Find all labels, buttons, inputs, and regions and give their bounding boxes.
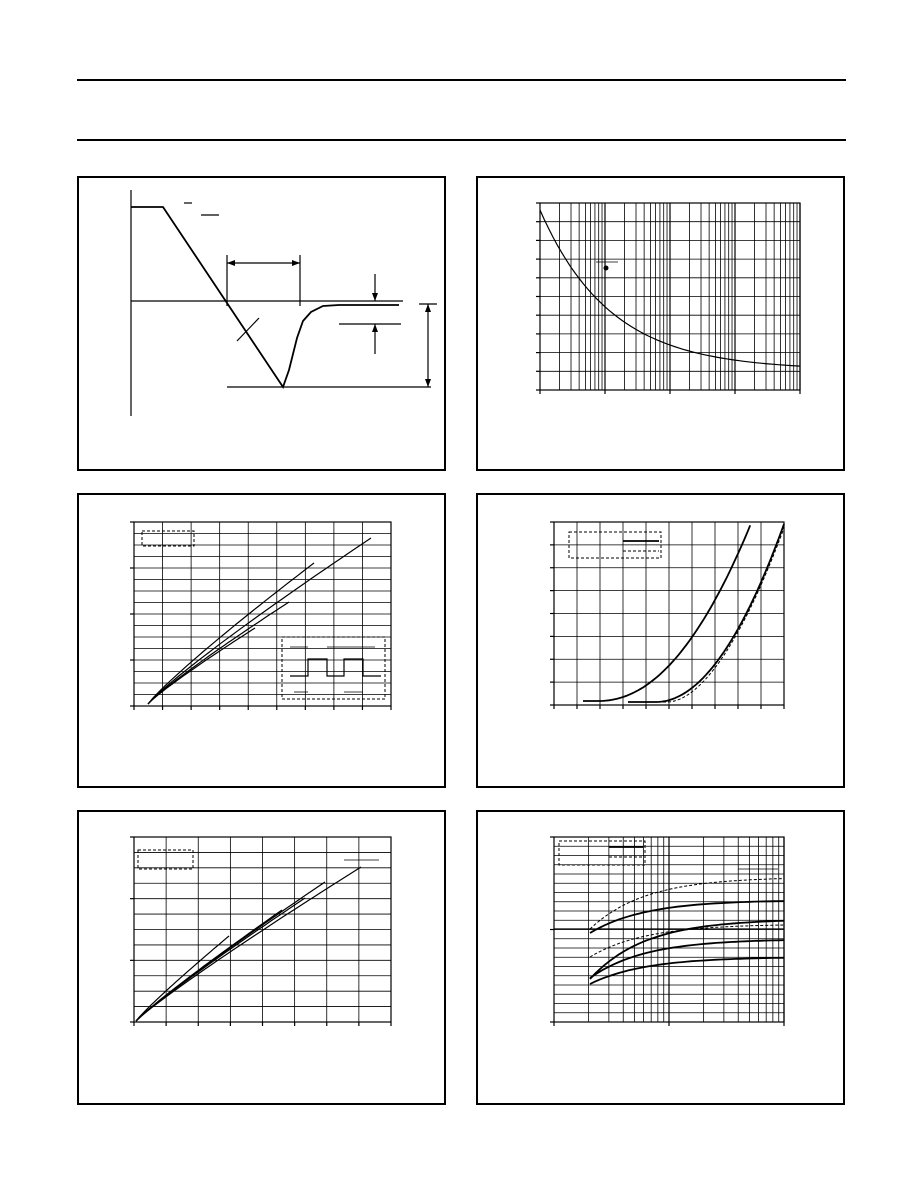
- panel-reverse-recovery-waveform: [77, 176, 446, 471]
- header-rule-bottom: [77, 139, 846, 141]
- legend-box: [138, 850, 193, 869]
- legend-box: [559, 841, 645, 865]
- inset-square-wave: [290, 659, 381, 676]
- trr-arrowhead-right: [292, 260, 300, 266]
- upper-dim-arrowhead: [372, 293, 378, 301]
- exponential-rise-plot-area: [478, 495, 847, 790]
- square-wave-dissipation-plot-area: [79, 495, 448, 790]
- current-waveform: [131, 207, 399, 387]
- family-curve-3: [136, 898, 305, 1021]
- right-dim-arrowhead-top: [425, 304, 431, 312]
- operating-point-marker: [604, 266, 609, 271]
- family-curve-1: [136, 867, 361, 1021]
- panel-log-x-decay-plot: [476, 176, 845, 471]
- right-dim-arrowhead-bottom: [425, 379, 431, 387]
- panel-exponential-rise-plot: [476, 493, 845, 788]
- waveform-diagram: [79, 178, 448, 473]
- dissipation-curve-3: [148, 602, 289, 704]
- linear-family-plot-area: [79, 812, 448, 1107]
- panel-log-x-saturation-plot: [476, 810, 845, 1105]
- log-x-decay-plot-area: [478, 178, 847, 473]
- trr-arrowhead-left: [227, 260, 235, 266]
- dissipation-curve-4: [148, 628, 255, 704]
- lower-dim-arrowhead: [372, 324, 378, 332]
- log-x-saturation-plot-area: [478, 812, 847, 1107]
- saturation-curve-2: [590, 901, 784, 933]
- rise-curve-2: [628, 524, 784, 702]
- panel-square-wave-dissipation-plot: [77, 493, 446, 788]
- header-rule-top: [77, 79, 846, 81]
- panel-linear-family-plot: [77, 810, 446, 1105]
